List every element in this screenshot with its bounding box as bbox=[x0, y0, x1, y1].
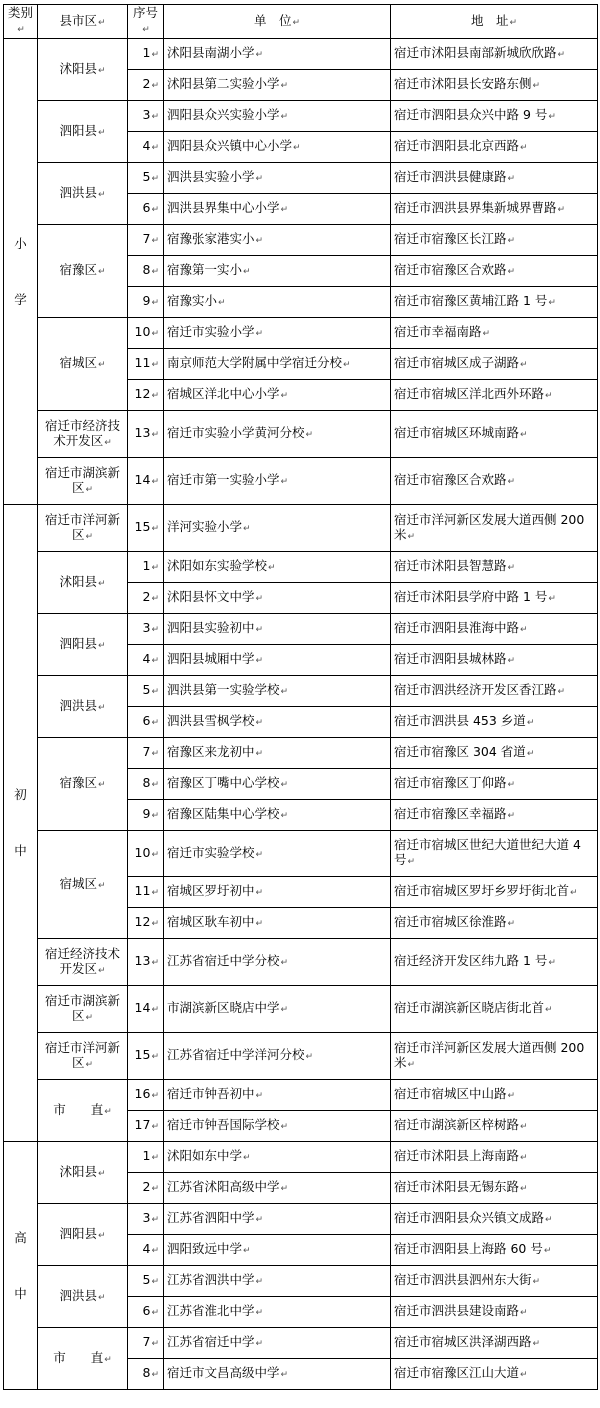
unit-cell: 宿城区罗圩初中↵ bbox=[164, 877, 391, 908]
address-cell: 宿迁市宿城区洪泽湖西路↵ bbox=[391, 1328, 598, 1359]
number-cell: 5↵ bbox=[128, 676, 164, 707]
county-cell: 泗阳县↵ bbox=[38, 614, 128, 676]
table-row bbox=[4, 1142, 598, 1173]
address-cell: 宿迁市沭阳县学府中路 1 号↵ bbox=[391, 583, 598, 614]
county-cell: 宿迁市经济技术开发区↵ bbox=[38, 411, 128, 458]
unit-cell: 宿迁市钟吾初中↵ bbox=[164, 1080, 391, 1111]
unit-cell: 宿迁市第一实验小学↵ bbox=[164, 458, 391, 505]
table-row bbox=[4, 1204, 598, 1235]
unit-cell: 宿迁市文昌高级中学↵ bbox=[164, 1359, 391, 1390]
address-cell: 宿迁市宿城区成子湖路↵ bbox=[391, 349, 598, 380]
address-cell: 宿迁市洋河新区发展大道西侧 200 米↵ bbox=[391, 505, 598, 552]
county-cell: 泗洪县↵ bbox=[38, 676, 128, 738]
unit-cell: 宿豫区丁嘴中心学校↵ bbox=[164, 769, 391, 800]
unit-cell: 沭阳如东实验学校↵ bbox=[164, 552, 391, 583]
unit-cell: 宿豫实小↵ bbox=[164, 287, 391, 318]
unit-cell: 江苏省宿迁中学分校↵ bbox=[164, 939, 391, 986]
header-county: 县市区↵ bbox=[38, 5, 128, 39]
address-cell: 宿迁市沭阳县南部新城欣欣路↵ bbox=[391, 39, 598, 70]
number-cell: 16↵ bbox=[128, 1080, 164, 1111]
number-cell: 12↵ bbox=[128, 380, 164, 411]
category-cell: 初中 bbox=[4, 505, 38, 1142]
number-cell: 10↵ bbox=[128, 831, 164, 877]
county-cell: 市 直↵ bbox=[38, 1080, 128, 1142]
number-cell: 8↵ bbox=[128, 769, 164, 800]
address-cell: 宿迁市宿城区中山路↵ bbox=[391, 1080, 598, 1111]
unit-cell: 宿豫第一实小↵ bbox=[164, 256, 391, 287]
address-cell: 宿迁市湖滨新区晓店街北首↵ bbox=[391, 986, 598, 1033]
number-cell: 12↵ bbox=[128, 908, 164, 939]
table-row bbox=[4, 1033, 598, 1080]
table-row bbox=[4, 1328, 598, 1359]
number-cell: 3↵ bbox=[128, 1204, 164, 1235]
unit-cell: 泗洪县界集中心小学↵ bbox=[164, 194, 391, 225]
number-cell: 7↵ bbox=[128, 1328, 164, 1359]
table-row bbox=[4, 831, 598, 877]
county-cell: 泗洪县↵ bbox=[38, 1266, 128, 1328]
unit-cell: 沭阳县怀文中学↵ bbox=[164, 583, 391, 614]
address-cell: 宿迁市泗阳县众兴镇文成路↵ bbox=[391, 1204, 598, 1235]
table-row bbox=[4, 1080, 598, 1111]
table-row bbox=[4, 318, 598, 349]
address-cell: 宿迁市泗洪经济开发区香江路↵ bbox=[391, 676, 598, 707]
table-row bbox=[4, 1266, 598, 1297]
table-row bbox=[4, 411, 598, 458]
unit-cell: 宿迁市实验小学黄河分校↵ bbox=[164, 411, 391, 458]
address-cell: 宿迁市沭阳县无锡东路↵ bbox=[391, 1173, 598, 1204]
county-cell: 沭阳县↵ bbox=[38, 39, 128, 101]
address-cell: 宿迁市泗洪县泗州东大街↵ bbox=[391, 1266, 598, 1297]
number-cell: 15↵ bbox=[128, 1033, 164, 1080]
unit-cell: 宿迁市实验学校↵ bbox=[164, 831, 391, 877]
address-cell: 宿迁市沭阳县上海南路↵ bbox=[391, 1142, 598, 1173]
unit-cell: 泗阳县实验初中↵ bbox=[164, 614, 391, 645]
number-cell: 5↵ bbox=[128, 1266, 164, 1297]
table-row bbox=[4, 39, 598, 70]
county-cell: 泗洪县↵ bbox=[38, 163, 128, 225]
unit-cell: 宿豫区陆集中心学校↵ bbox=[164, 800, 391, 831]
address-cell: 宿迁市宿豫区黄埔江路 1 号↵ bbox=[391, 287, 598, 318]
number-cell: 2↵ bbox=[128, 1173, 164, 1204]
address-cell: 宿迁市宿豫区丁仰路↵ bbox=[391, 769, 598, 800]
address-cell: 宿迁市泗洪县健康路↵ bbox=[391, 163, 598, 194]
unit-cell: 泗洪县雪枫学校↵ bbox=[164, 707, 391, 738]
table-row bbox=[4, 939, 598, 986]
unit-cell: 泗洪县第一实验学校↵ bbox=[164, 676, 391, 707]
number-cell: 5↵ bbox=[128, 163, 164, 194]
number-cell: 2↵ bbox=[128, 583, 164, 614]
address-cell: 宿迁市宿豫区合欢路↵ bbox=[391, 256, 598, 287]
unit-cell: 宿迁市钟吾国际学校↵ bbox=[164, 1111, 391, 1142]
county-cell: 宿城区↵ bbox=[38, 831, 128, 939]
table-row bbox=[4, 505, 598, 552]
address-cell: 宿迁市宿城区洋北西外环路↵ bbox=[391, 380, 598, 411]
address-cell: 宿迁市宿城区世纪大道世纪大道 4 号↵ bbox=[391, 831, 598, 877]
number-cell: 1↵ bbox=[128, 39, 164, 70]
address-cell: 宿迁市沭阳县长安路东侧↵ bbox=[391, 70, 598, 101]
number-cell: 13↵ bbox=[128, 939, 164, 986]
address-cell: 宿迁市泗阳县北京西路↵ bbox=[391, 132, 598, 163]
number-cell: 7↵ bbox=[128, 738, 164, 769]
county-cell: 市 直↵ bbox=[38, 1328, 128, 1390]
number-cell: 11↵ bbox=[128, 349, 164, 380]
header-category: 类别↵ bbox=[4, 5, 38, 39]
header-number: 序号↵ bbox=[128, 5, 164, 39]
table-row bbox=[4, 458, 598, 505]
county-cell: 宿迁市洋河新区↵ bbox=[38, 505, 128, 552]
unit-cell: 宿豫张家港实小↵ bbox=[164, 225, 391, 256]
address-cell: 宿迁市宿豫区江山大道↵ bbox=[391, 1359, 598, 1390]
number-cell: 13↵ bbox=[128, 411, 164, 458]
county-cell: 宿豫区↵ bbox=[38, 738, 128, 831]
county-cell: 宿城区↵ bbox=[38, 318, 128, 411]
header-row bbox=[4, 5, 598, 39]
unit-cell: 江苏省泗阳中学↵ bbox=[164, 1204, 391, 1235]
number-cell: 8↵ bbox=[128, 1359, 164, 1390]
address-cell: 宿迁市宿豫区长江路↵ bbox=[391, 225, 598, 256]
address-cell: 宿迁市泗阳县众兴中路 9 号↵ bbox=[391, 101, 598, 132]
address-cell: 宿迁市宿城区罗圩乡罗圩街北首↵ bbox=[391, 877, 598, 908]
number-cell: 17↵ bbox=[128, 1111, 164, 1142]
table-row bbox=[4, 738, 598, 769]
number-cell: 4↵ bbox=[128, 132, 164, 163]
number-cell: 14↵ bbox=[128, 986, 164, 1033]
address-cell: 宿迁市宿豫区 304 省道↵ bbox=[391, 738, 598, 769]
number-cell: 6↵ bbox=[128, 707, 164, 738]
number-cell: 10↵ bbox=[128, 318, 164, 349]
number-cell: 1↵ bbox=[128, 552, 164, 583]
number-cell: 3↵ bbox=[128, 101, 164, 132]
number-cell: 8↵ bbox=[128, 256, 164, 287]
address-cell: 宿迁市泗阳县城林路↵ bbox=[391, 645, 598, 676]
table-row bbox=[4, 986, 598, 1033]
address-cell: 宿迁市宿豫区幸福路↵ bbox=[391, 800, 598, 831]
header-unit: 单 位↵ bbox=[164, 5, 391, 39]
county-cell: 沭阳县↵ bbox=[38, 552, 128, 614]
number-cell: 6↵ bbox=[128, 194, 164, 225]
number-cell: 14↵ bbox=[128, 458, 164, 505]
unit-cell: 宿城区洋北中心小学↵ bbox=[164, 380, 391, 411]
address-cell: 宿迁经济开发区纬九路 1 号↵ bbox=[391, 939, 598, 986]
address-cell: 宿迁市泗阳县上海路 60 号↵ bbox=[391, 1235, 598, 1266]
unit-cell: 宿迁市实验小学↵ bbox=[164, 318, 391, 349]
number-cell: 1↵ bbox=[128, 1142, 164, 1173]
address-cell: 宿迁市泗阳县淮海中路↵ bbox=[391, 614, 598, 645]
table-row bbox=[4, 552, 598, 583]
unit-cell: 泗阳县众兴实验小学↵ bbox=[164, 101, 391, 132]
address-cell: 宿迁市沭阳县智慧路↵ bbox=[391, 552, 598, 583]
number-cell: 6↵ bbox=[128, 1297, 164, 1328]
category-cell: 高中 bbox=[4, 1142, 38, 1390]
county-cell: 宿迁市洋河新区↵ bbox=[38, 1033, 128, 1080]
county-cell: 宿迁市湖滨新区↵ bbox=[38, 986, 128, 1033]
county-cell: 宿迁经济技术开发区↵ bbox=[38, 939, 128, 986]
table-row bbox=[4, 163, 598, 194]
county-cell: 宿豫区↵ bbox=[38, 225, 128, 318]
address-cell: 宿迁市洋河新区发展大道西侧 200 米↵ bbox=[391, 1033, 598, 1080]
county-cell: 沭阳县↵ bbox=[38, 1142, 128, 1204]
school-table bbox=[3, 4, 598, 1390]
address-cell: 宿迁市宿豫区合欢路↵ bbox=[391, 458, 598, 505]
address-cell: 宿迁市泗洪县建设南路↵ bbox=[391, 1297, 598, 1328]
table-body bbox=[4, 39, 598, 1390]
category-cell: 小学 bbox=[4, 39, 38, 505]
county-cell: 泗阳县↵ bbox=[38, 101, 128, 163]
table-row bbox=[4, 225, 598, 256]
table-row bbox=[4, 676, 598, 707]
county-cell: 泗阳县↵ bbox=[38, 1204, 128, 1266]
unit-cell: 沭阳如东中学↵ bbox=[164, 1142, 391, 1173]
unit-cell: 沭阳县南湖小学↵ bbox=[164, 39, 391, 70]
header-address: 地 址↵ bbox=[391, 5, 598, 39]
number-cell: 15↵ bbox=[128, 505, 164, 552]
number-cell: 4↵ bbox=[128, 645, 164, 676]
table-row bbox=[4, 614, 598, 645]
unit-cell: 江苏省宿迁中学洋河分校↵ bbox=[164, 1033, 391, 1080]
address-cell: 宿迁市泗洪县界集新城界曹路↵ bbox=[391, 194, 598, 225]
number-cell: 9↵ bbox=[128, 800, 164, 831]
unit-cell: 泗阳县众兴镇中心小学↵ bbox=[164, 132, 391, 163]
address-cell: 宿迁市幸福南路↵ bbox=[391, 318, 598, 349]
address-cell: 宿迁市泗洪县 453 乡道↵ bbox=[391, 707, 598, 738]
number-cell: 11↵ bbox=[128, 877, 164, 908]
address-cell: 宿迁市宿城区徐淮路↵ bbox=[391, 908, 598, 939]
unit-cell: 泗洪县实验小学↵ bbox=[164, 163, 391, 194]
unit-cell: 江苏省淮北中学↵ bbox=[164, 1297, 391, 1328]
unit-cell: 市湖滨新区晓店中学↵ bbox=[164, 986, 391, 1033]
unit-cell: 宿城区耿车初中↵ bbox=[164, 908, 391, 939]
unit-cell: 泗阳县城厢中学↵ bbox=[164, 645, 391, 676]
unit-cell: 洋河实验小学↵ bbox=[164, 505, 391, 552]
table-row bbox=[4, 101, 598, 132]
unit-cell: 江苏省宿迁中学↵ bbox=[164, 1328, 391, 1359]
address-cell: 宿迁市宿城区环城南路↵ bbox=[391, 411, 598, 458]
number-cell: 2↵ bbox=[128, 70, 164, 101]
number-cell: 3↵ bbox=[128, 614, 164, 645]
address-cell: 宿迁市湖滨新区梓树路↵ bbox=[391, 1111, 598, 1142]
number-cell: 4↵ bbox=[128, 1235, 164, 1266]
unit-cell: 泗阳致远中学↵ bbox=[164, 1235, 391, 1266]
unit-cell: 南京师范大学附属中学宿迁分校↵ bbox=[164, 349, 391, 380]
number-cell: 7↵ bbox=[128, 225, 164, 256]
unit-cell: 沭阳县第二实验小学↵ bbox=[164, 70, 391, 101]
number-cell: 9↵ bbox=[128, 287, 164, 318]
county-cell: 宿迁市湖滨新区↵ bbox=[38, 458, 128, 505]
unit-cell: 江苏省沭阳高级中学↵ bbox=[164, 1173, 391, 1204]
unit-cell: 江苏省泗洪中学↵ bbox=[164, 1266, 391, 1297]
unit-cell: 宿豫区来龙初中↵ bbox=[164, 738, 391, 769]
